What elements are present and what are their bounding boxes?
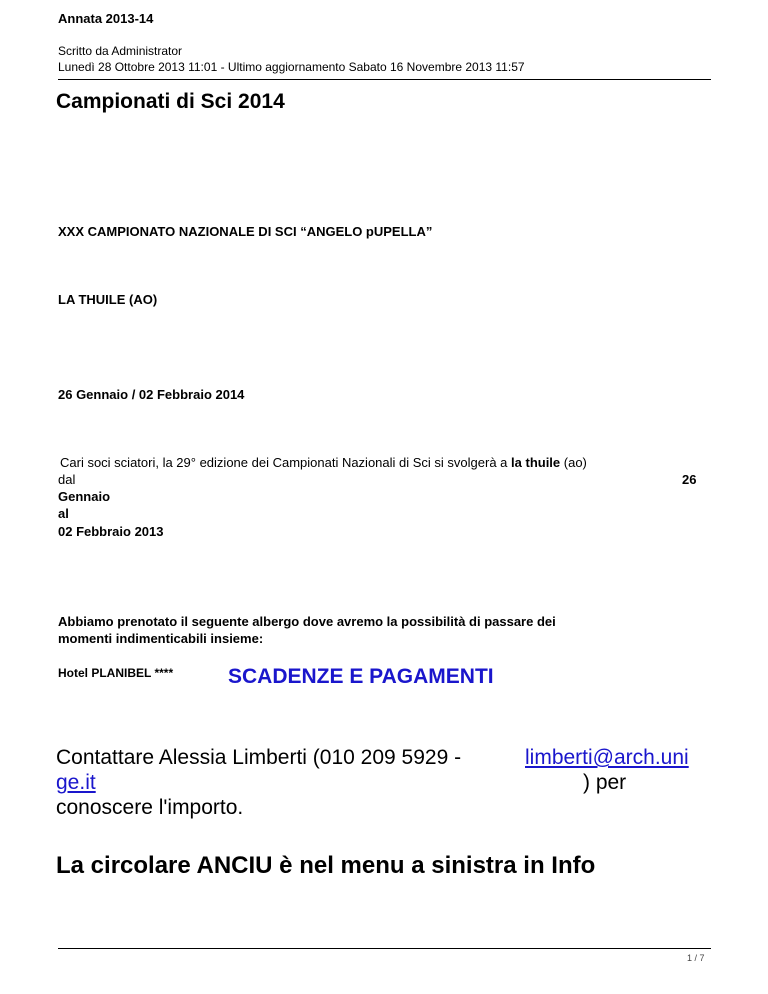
page-number: 1 / 7 <box>687 953 705 963</box>
deadlines-heading: SCADENZE E PAGAMENTI <box>228 665 494 688</box>
intro-suffix: (ao) <box>560 455 587 470</box>
intro-end-date: 02 Febbraio 2013 <box>58 524 164 539</box>
intro-al: al <box>58 506 69 521</box>
date-range-heading: 26 Gennaio / 02 Febbraio 2014 <box>58 387 245 402</box>
intro-prefix: Cari soci sciatori, la 29° edizione dei Campionati Nazionali di Sci si svolgerà a <box>60 455 512 470</box>
intro-place: la thuile <box>511 455 561 470</box>
hotel-name: Hotel PLANIBEL **** <box>58 666 174 680</box>
section-title: Annata 2013-14 <box>58 11 154 26</box>
intro-line <box>60 455 587 470</box>
booking-line-2: momenti indimenticabili insieme: <box>58 631 264 646</box>
contact-email-link-cont[interactable]: ge.it <box>56 771 96 794</box>
contact-line-3: conoscere l'importo. <box>56 796 244 819</box>
circular-note: La circolare ANCIU è nel menu a sinistra in Info <box>56 852 596 879</box>
intro-day-start: 26 <box>682 472 697 487</box>
footer-divider <box>58 948 711 949</box>
intro-month-start: Gennaio <box>58 489 111 504</box>
contact-per: ) per <box>583 771 627 794</box>
dates-line: Lunedì 28 Ottobre 2013 11:01 - Ultimo aggiornamento Sabato 16 Novembre 2013 11:57 <box>58 60 525 74</box>
author-line: Scritto da Administrator <box>58 44 183 58</box>
contact-line-1: Contattare Alessia Limberti (010 209 5929 - <box>56 746 462 769</box>
location-heading: LA THUILE (AO) <box>58 292 158 307</box>
header-divider <box>58 79 711 80</box>
article-title: Campionati di Sci 2014 <box>56 90 285 113</box>
intro-dal: dal <box>58 472 76 487</box>
championship-heading: XXX CAMPIONATO NAZIONALE DI SCI “ANGELO pUPELLA” <box>58 224 433 239</box>
booking-line-1: Abbiamo prenotato il seguente albergo dove avremo la possibilità di passare dei <box>58 614 556 629</box>
contact-email-link[interactable]: limberti@arch.uni <box>525 746 689 769</box>
